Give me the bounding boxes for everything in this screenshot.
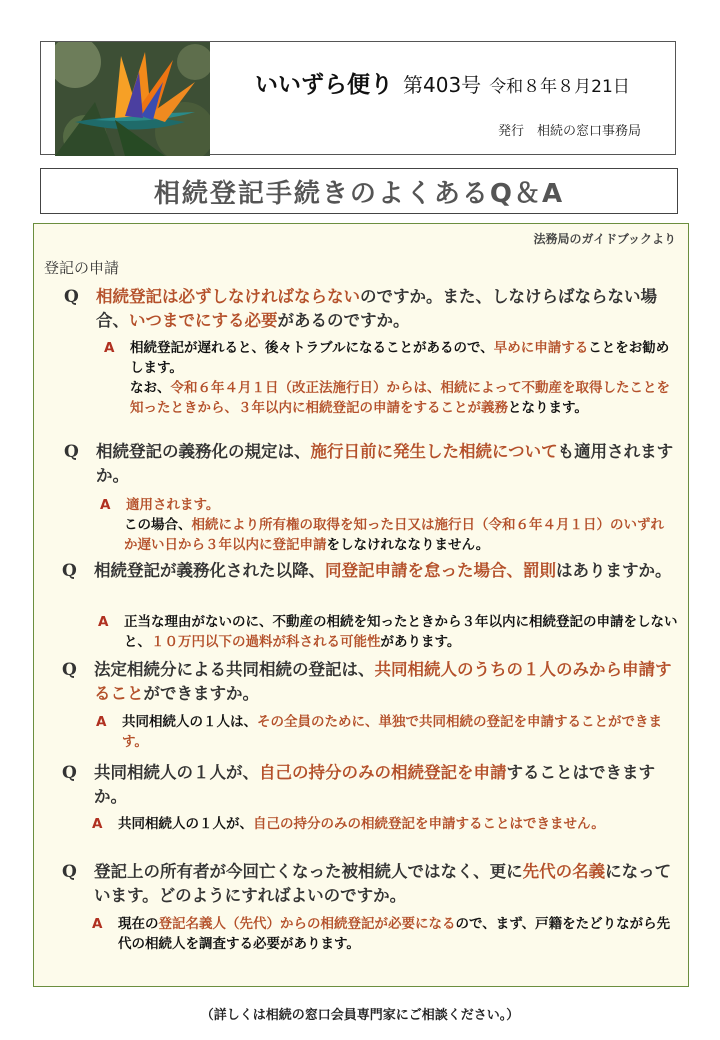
a-mark: A [92, 916, 103, 932]
issue-date: 令和８年８月21日 [489, 77, 630, 97]
bird-of-paradise-flower-image [55, 42, 210, 156]
question-5-text-2: することはできますか。 [94, 763, 655, 806]
answer-2-text-1: この場合、 [124, 517, 192, 533]
issue-number: 第403号 [403, 73, 482, 97]
question-2-text-2: も適用されますか。 [96, 442, 674, 485]
page-title-box [40, 168, 678, 214]
answer-1-text-4: となります。 [508, 400, 588, 416]
q-mark: Q [62, 561, 77, 581]
answer-2 [100, 495, 676, 555]
publisher: 発行 相続の窓口事務局 [497, 124, 641, 139]
question-3-text-2: はありますか。 [556, 561, 672, 580]
question-4-highlight: 共同相続人のうちの１人のみから申請すること [94, 660, 672, 703]
answer-5 [92, 814, 674, 834]
answer-1-text-2: ことをお勧めします。 [130, 340, 670, 376]
answer-3 [98, 612, 678, 652]
answer-2-body [124, 515, 676, 555]
answer-1-text-3: なお、 [130, 380, 171, 396]
q-mark: Q [62, 862, 77, 882]
question-1-text-2: があるのですか。 [277, 311, 410, 330]
question-4 [62, 658, 676, 706]
question-1-highlight-1: 相続登記は必ずしなければならない [96, 287, 360, 306]
newsletter-name: いいずら便り [255, 72, 393, 98]
answer-2-highlight-1: 適用されます。 [126, 497, 220, 513]
a-mark: A [96, 714, 107, 730]
answer-4 [96, 712, 676, 752]
source-note: 法務局のガイドブックより [533, 232, 676, 246]
answer-1-highlight-1: 早めに申請する [493, 340, 589, 356]
answer-4-text-1: 共同相続人の１人は、 [122, 714, 257, 730]
q-mark: Q [64, 287, 79, 307]
question-4-text-2: ができますか。 [143, 684, 259, 703]
answer-2-text-2: をしなけれななりません。 [326, 537, 490, 553]
footer-note [0, 1004, 720, 1023]
question-6-highlight: 先代の名義 [522, 862, 606, 881]
question-4-text-1: 法定相続分による共同相続の登記は、 [94, 660, 375, 679]
answer-1-text-1: 相続登記が遅れると、後々トラブルになることがあるので、 [130, 340, 494, 356]
answer-6 [92, 914, 680, 954]
q-mark: Q [62, 763, 77, 783]
answer-1 [104, 338, 680, 418]
a-mark: A [100, 497, 111, 513]
question-5-highlight: 自己の持分のみの相続登記を申請 [259, 763, 507, 782]
question-2-text-1: 相続登記の義務化の規定は、 [96, 442, 311, 461]
answer-4-highlight: その全員のために、単独で共同相続の登記を申請することができます。 [122, 714, 662, 750]
answer-2-highlight-2: 相続により所有権の取得を知った日又は施行日（令和６年４月１日）のいずれか遅い日から３年以内に登記申請 [124, 517, 664, 553]
a-mark: A [98, 614, 109, 630]
answer-3-text-1: 正当な理由がないのに、不動産の相続を知ったときから３年以内に相続登記の申請をしないと、 [124, 614, 678, 650]
answer-6-text-1: 現在の [118, 916, 159, 932]
q-mark: Q [62, 660, 77, 680]
question-6-text-2: になっています。どのようにすればよいのですか。 [94, 862, 672, 905]
answer-5-text-1: 共同相続人の１人が、 [118, 816, 253, 832]
question-6 [62, 860, 676, 908]
question-5 [62, 761, 676, 809]
question-3-text-1: 相続登記が義務化された以降、 [94, 561, 325, 580]
page-title: 相続登記手続きのよくあるQ＆A [153, 178, 565, 209]
answer-5-highlight: 自己の持分のみの相続登記を申請することはできません。 [253, 816, 605, 832]
question-1-text-1: のですか。また、しなけらばならない場合、 [96, 287, 657, 330]
question-2-highlight: 施行日前に発生した相続について [310, 442, 558, 461]
answer-6-text-2: ので、まず、戸籍をたどりながら先代の相続人を調査する必要があります。 [118, 916, 671, 952]
section-label: 登記の申請 [44, 259, 120, 277]
question-5-text-1: 共同相続人の１人が、 [94, 763, 259, 782]
newsletter-header [40, 41, 676, 155]
footer-close: にご相談ください。） [395, 1008, 520, 1023]
a-mark: A [104, 340, 115, 356]
footer-emphasis: 相続の窓口会員専門家 [265, 1008, 396, 1023]
answer-3-highlight: １０万円以下の過料が科される可能性 [151, 634, 381, 650]
question-3-highlight: 同登記申請を怠った場合、罰則 [325, 561, 556, 580]
question-1-highlight-2: いつまでにする必要 [129, 311, 278, 330]
question-1 [64, 285, 676, 333]
footer-open: （詳しくは [200, 1008, 266, 1023]
question-2 [64, 440, 676, 488]
answer-6-highlight: 登記名義人（先代）からの相続登記が必要になる [158, 916, 456, 932]
newsletter-title-line [255, 66, 630, 99]
question-6-text-1: 登記上の所有者が今回亡くなった被相続人ではなく、更に [94, 862, 523, 881]
answer-3-text-2: があります。 [380, 634, 461, 650]
q-mark: Q [64, 442, 79, 462]
a-mark: A [92, 816, 103, 832]
question-3 [62, 559, 676, 583]
answer-1-highlight-2: 令和６年４月１日（改正法施行日）からは、相続によって不動産を取得したことを知ったときから、３年以内に相続登記の申請をすることが義務 [130, 380, 670, 416]
qa-panel [33, 223, 689, 987]
